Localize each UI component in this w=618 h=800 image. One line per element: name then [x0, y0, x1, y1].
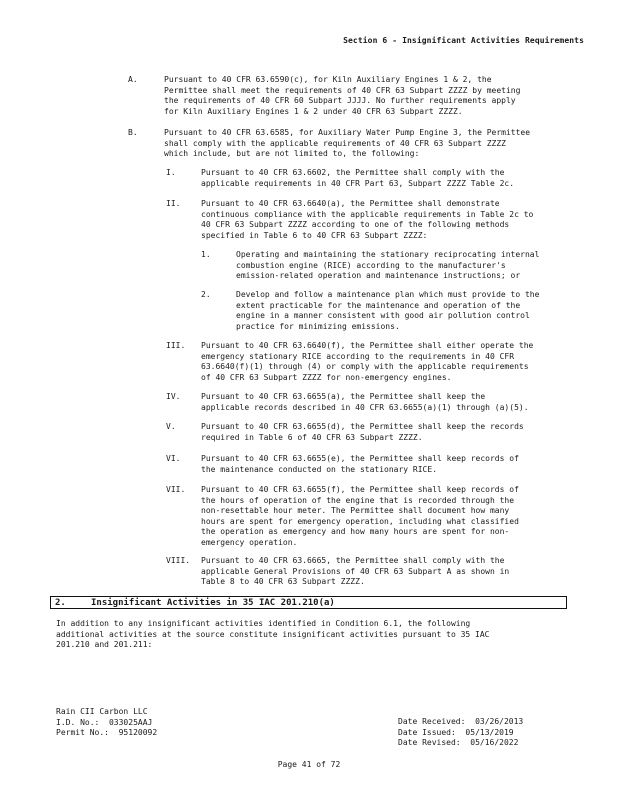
item-vii-text: Pursuant to 40 CFR 63.6655(f), the Permittee shall keep records of the hours of operation of the engine that is recorded through the non-resettable hour meter. The Permittee shall document how many hours are spent for emergency operation, including what classified the operation as emergency and how many hours are spent for non- emergency operation.	[201, 485, 519, 547]
item-marker-ii: II.	[166, 199, 181, 208]
item-marker-vi: VI.	[166, 454, 181, 463]
item-marker-v: V.	[166, 422, 176, 431]
footer-right	[398, 717, 523, 749]
item-marker-i: I.	[166, 168, 176, 177]
item-b-text: Pursuant to 40 CFR 63.6585, for Auxiliary Water Pump Engine 3, the Permittee shall comply with the applicable requirements of 40 CFR 63 Subpart ZZZZ which include, but are not limited to, the following:	[164, 128, 531, 159]
item-a-text: Pursuant to 40 CFR 63.6590(c), for Kiln Auxiliary Engines 1 & 2, the Permittee shall meet the requirements of 40 CFR 63 Subpart ZZZZ by meeting the requirements of 40 CFR 60 Subpart JJJJ. No further requirements apply for Kiln Auxiliary Engines 1 & 2 under 40 CFR 63 Subpart ZZZZ.	[164, 75, 521, 116]
footer-date-received: Date Received: 03/26/2013	[398, 717, 524, 726]
item-v-text: Pursuant to 40 CFR 63.6655(d), the Permittee shall keep the records required in Table 6 of 40 CFR 63 Subpart ZZZZ.	[201, 422, 524, 442]
item-viii-text: Pursuant to 40 CFR 63.6665, the Permittee shall comply with the applicable General Provisions of 40 CFR 63 Subpart A as shown in Table 8 to 40 CFR 63 Subpart ZZZZ.	[201, 556, 510, 587]
subitem-1-text: Operating and maintaining the stationary reciprocating internal combustion engine (RICE) according to the manufacturer's emission-related operation and maintenance instructions; or	[236, 250, 540, 281]
item-marker-vii: VII.	[166, 485, 186, 494]
item-marker-iii: III.	[166, 341, 186, 350]
footer-date-issued: Date Issued: 05/13/2019	[398, 727, 514, 737]
section-2-heading	[50, 596, 567, 609]
item-iii-text: Pursuant to 40 CFR 63.6640(f), the Permittee shall either operate the emergency stationary RICE according to the requirements in 40 CFR 63.6640(f)(1) through (4) or comply with the applicable requirements of 40 CFR 63 Subpart ZZZZ for non-emergency engines.	[201, 341, 534, 382]
section-2-number: 2.	[55, 598, 66, 608]
section-2-title: Insignificant Activities in 35 IAC 201.210(a)	[91, 598, 335, 608]
item-vi-text: Pursuant to 40 CFR 63.6655(e), the Permittee shall keep records of the maintenance conducted on the stationary RICE.	[201, 454, 519, 474]
subitem-2-text: Develop and follow a maintenance plan which must provide to the extent practicable for the maintenance and operation of the engine in a manner consistent with good air pollution control practice for minimizing emissions.	[236, 290, 540, 331]
item-marker-iv: IV.	[166, 392, 181, 401]
footer-date-revised: Date Revised: 05/16/2022	[398, 738, 519, 748]
section-2-body: In addition to any insignificant activities identified in Condition 6.1, the following additional activities at the source constitute insignificant activities pursuant to 35 IAC 201.210 and 201.211:	[56, 619, 490, 650]
item-iv-text: Pursuant to 40 CFR 63.6655(a), the Permittee shall keep the applicable records described in 40 CFR 63.6655(a)(1) through (a)(5).	[201, 392, 529, 412]
footer-permit: Permit No.: 95120092	[56, 728, 158, 738]
subitem-marker-2: 2.	[201, 290, 211, 299]
item-marker-viii: VIII.	[166, 556, 191, 565]
footer-id: I.D. No.: 033025AAJ	[56, 717, 153, 727]
subitem-marker-1: 1.	[201, 250, 211, 259]
page-number: Page 41 of 72	[277, 760, 341, 769]
item-i-text: Pursuant to 40 CFR 63.6602, the Permittee shall comply with the applicable requirements in 40 CFR Part 63, Subpart ZZZZ Table 2c.	[201, 168, 515, 188]
footer-left	[56, 707, 157, 739]
item-marker-a: A.	[128, 75, 138, 84]
item-ii-text: Pursuant to 40 CFR 63.6640(a), the Permittee shall demonstrate continuous compliance with the applicable requirements in Table 2c to 40 CFR 63 Subpart ZZZZ according to one of the following methods specified in Table 6 to 40 CFR 63 Subpart ZZZZ:	[201, 199, 534, 240]
section-header: Section 6 - Insignificant Activities Requirements	[343, 36, 584, 45]
footer-company: Rain CII Carbon LLC	[56, 707, 148, 716]
item-marker-b: B.	[128, 128, 138, 137]
